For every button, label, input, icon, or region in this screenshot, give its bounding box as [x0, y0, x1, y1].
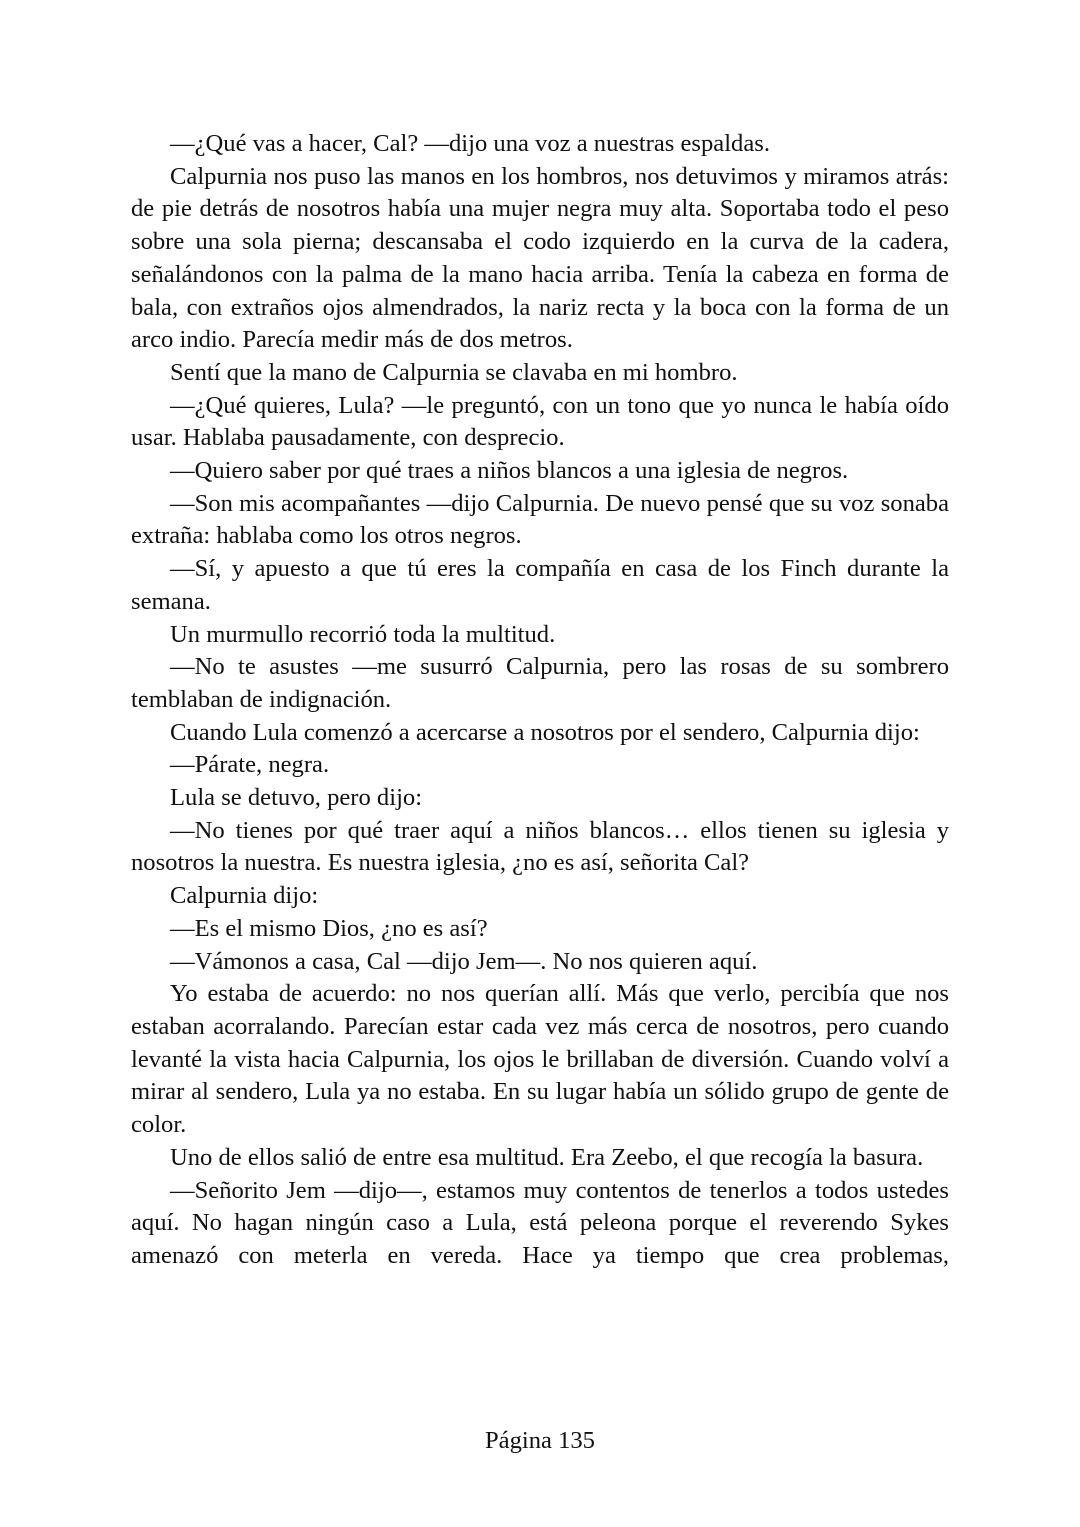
paragraph: —¿Qué vas a hacer, Cal? —dijo una voz a nuestras espaldas.	[170, 130, 770, 157]
paragraph: Lula se detuvo, pero dijo:	[170, 784, 423, 812]
paragraph: —Es el mismo Dios, ¿no es así?	[170, 914, 488, 942]
paragraph: —Sí, y apuesto a que tú eres la compañía en casa de los Finch durante la semana.	[131, 555, 949, 615]
paragraph: —Señorito Jem —dijo—, estamos muy contentos de tenerlos a todos ustedes aquí. No hagan ningún caso a Lula, está peleona porque el reverendo Sykes amenazó con meterla en vereda. Hace ya tiempo que crea problemas,	[131, 1176, 949, 1269]
paragraph: Calpurnia nos puso las manos en los hombros, nos detuvimos y miramos atrás: de pie detrás de nosotros había una mujer negra muy alta. Soportaba todo el peso sobre una sola pierna; descansaba el codo izquierdo en la curva de la cadera, señalándonos con la palma de la mano hacia arriba. Tenía la cabeza en forma de bala, con extraños ojos almendrados, la nariz recta y la boca con la forma de un arco indio. Parecía medir más de dos metros.	[131, 162, 949, 354]
paragraph: —Párate, negra.	[170, 751, 330, 779]
paragraph: —No te asustes —me susurró Calpurnia, pero las rosas de su sombrero temblaban de indignación.	[131, 653, 949, 713]
paragraph: —Quiero saber por qué traes a niños blancos a una iglesia de negros.	[170, 457, 849, 485]
page-number: Página 135	[485, 1427, 595, 1454]
paragraph: —Son mis acompañantes —dijo Calpurnia. De nuevo pensé que su voz sonaba extraña: hablaba como los otros negros.	[131, 489, 949, 550]
body-text	[131, 128, 949, 1273]
paragraph: Sentí que la mano de Calpurnia se clavaba en mi hombro.	[170, 358, 738, 386]
paragraph: —¿Qué quieres, Lula? —le preguntó, con un tono que yo nunca le había oído usar. Hablaba pausadamente, con desprecio.	[131, 391, 949, 452]
paragraph: Uno de ellos salió de entre esa multitud. Era Zeebo, el que recogía la basura.	[170, 1143, 924, 1171]
paragraph: Cuando Lula comenzó a acercarse a nosotros por el sendero, Calpurnia dijo:	[170, 718, 920, 746]
paragraph: —No tienes por qué traer aquí a niños blancos… ellos tienen su iglesia y nosotros la nuestra. Es nuestra iglesia, ¿no es así, señorita Cal?	[131, 816, 949, 877]
paragraph: Yo estaba de acuerdo: no nos querían allí. Más que verlo, percibía que nos estaban acorralando. Parecían estar cada vez más cerca de nosotros, pero cuando levanté la vista hacia Calpurnia, los ojos le brillaban de diversión. Cuando volví a mirar al sendero, Lula ya no estaba. En su lugar había un sólido grupo de gente de color.	[131, 980, 949, 1139]
paragraph: —Vámonos a casa, Cal —dijo Jem—. No nos quieren aquí.	[170, 947, 758, 975]
paragraph: Calpurnia dijo:	[170, 882, 319, 910]
paragraph: Un murmullo recorrió toda la multitud.	[170, 620, 556, 648]
